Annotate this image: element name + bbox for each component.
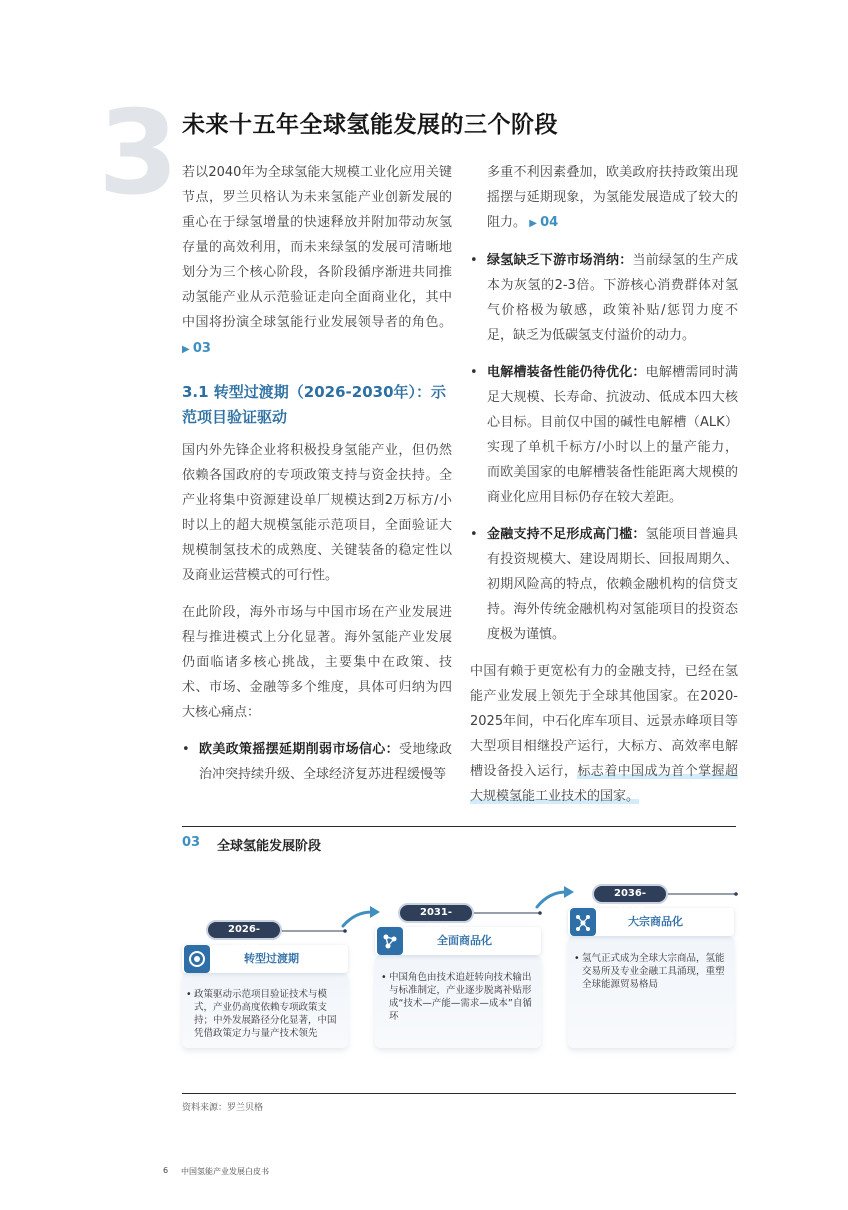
chapter-number: 3 — [98, 86, 179, 221]
section-paragraph-2: 在此阶段，海外市场与中国市场在产业发展进程与推进模式上分化显著。海外氢能产业发展仍面临诸多核心挑战，主要集中在政策、技术、市场、金融等多个维度，具体可归纳为四大核心痛点： — [182, 605, 452, 720]
figure-reference[interactable]: 03 — [192, 341, 211, 356]
highlighted-conclusion: 标志着中国成为首个掌握超大规模氢能工业技术的国家。 — [470, 764, 738, 804]
stage-1-years: 2026-2030 — [206, 920, 282, 940]
left-column — [182, 160, 452, 799]
stage-2-name: 全面商品化 — [437, 934, 492, 947]
figure-top-rule — [182, 826, 736, 827]
footer-document-title: 中国氢能产业发展白皮书 — [181, 1167, 269, 1176]
page-number: 6 — [163, 1166, 169, 1175]
chapter-title: 未来十五年全球氢能发展的三个阶段 — [182, 112, 558, 138]
trade-network-icon — [570, 908, 596, 936]
bullet-electrolyzer: • 电解槽装备性能仍待优化：电解槽需同时满足大规模、长寿命、抗波动、低成本四大核心目标。目前仅中国的碱性电解槽（ALK）实现了单机千标方/小时以上的量产能力，而欧美国家的电解槽装备性能距离大规模的商业化应用目标仍存在较大差距。 — [470, 360, 738, 510]
closing-paragraph: 中国有赖于更宽松有力的金融支持，已经在氢能产业发展上领先于全球其他国家。在2020-2025年间，中石化库车项目、远景赤峰项目等大型项目相继投产运行，大标方、高效率电解槽设备投入运行，标志着中国成为首个掌握超大规模氢能工业技术的国家。 — [470, 664, 738, 804]
stage-header-2 — [375, 927, 541, 955]
stage-1-name: 转型过渡期 — [244, 952, 299, 965]
figure-title: 全球氢能发展阶段 — [217, 839, 322, 854]
stage-3-name: 大宗商品化 — [628, 915, 683, 928]
ref-arrow-icon: ▶ — [526, 218, 541, 229]
figure-bottom-rule — [182, 1093, 736, 1094]
section-paragraph-1: 国内外先锋企业将积极投身氢能产业，但仍然依赖各国政府的专项政策支持与资金扶持。全产业将集中资源建设单厂规模达到2万标方/小时以上的超大规模氢能示范项目，全面验证大规模制氢技术的成熟度、关键装备的稳定性以及商业运营模式的可行性。 — [182, 443, 452, 583]
hydrogen-sphere-icon — [184, 945, 210, 973]
figure-reference[interactable]: 04 — [540, 215, 559, 230]
stage-3-years: 2036-2040 — [592, 884, 668, 904]
stage-header-1 — [182, 945, 348, 973]
stage-header-3 — [568, 908, 734, 936]
stage-card-3 — [568, 936, 734, 1048]
stage-1-description: • 政策驱动示范项目验证技术与模式，产业仍高度依赖专项政策支持；中外发展路径分化显著，中国凭借政策定力与量产技术领先 — [186, 989, 337, 1039]
molecule-network-icon — [377, 927, 403, 955]
bullet-policy: • 欧美政策摇摆延期削弱市场信心：受地缘政治冲突持续升级、全球经济复苏进程缓慢等 — [182, 737, 452, 787]
stage-2-years: 2031-2035 — [398, 903, 474, 923]
bullet-finance: • 金融支持不足形成高门槛：氢能项目普遍具有投资规模大、建设周期长、回报周期久、初期风险高的特点，依赖金融机构的信贷支持。海外传统金融机构对氢能项目的投资态度极为谨慎。 — [470, 522, 738, 647]
bullet-policy-continued: 多重不利因素叠加，欧美政府扶持政策出现摇摆与延期现象，为氢能发展造成了较大的阻力。 ▶ 04 — [487, 165, 738, 230]
stage-card-1 — [182, 972, 348, 1048]
figure-number: 03 — [182, 835, 201, 850]
ref-arrow-icon: ▶ — [182, 344, 193, 355]
right-column — [470, 160, 738, 821]
section-title: 3.1 转型过渡期（2026-2030年）：示范项目验证驱动 — [182, 383, 447, 426]
stage-2-description: • 中国角色由技术追赶转向技术输出与标准制定，产业逐步脱离补贴形成“技术—产能—需求—成本”自循环 — [381, 972, 532, 1022]
stage-card-2 — [375, 955, 541, 1048]
bullet-downstream: • 绿氢缺乏下游市场消纳：当前绿氢的生产成本为灰氢的2-3倍。下游核心消费群体对氢气价格极为敏感，政策补贴/惩罚力度不足，缺乏为低碳氢支付溢价的动力。 — [470, 248, 738, 348]
intro-paragraph: 若以2040年为全球氢能大规模工业化应用关键节点，罗兰贝格认为未来氢能产业创新发展的重心在于绿氢增量的快速释放并附加带动灰氢存量的高效利用，而未来绿氢的发展可清晰地划分为三个核心阶段，各阶段循序渐进共同推动氢能产业从示范验证走向全面商业化，其中中国将扮演全球氢能行业发展领导者的角色。 ▶ 03 — [182, 165, 452, 356]
figure-source: 资料来源：罗兰贝格 — [182, 1103, 264, 1113]
stage-3-description: • 氢气正式成为全球大宗商品，氢能交易所及专业金融工具涌现，重塑全球能源贸易格局 — [574, 953, 725, 990]
